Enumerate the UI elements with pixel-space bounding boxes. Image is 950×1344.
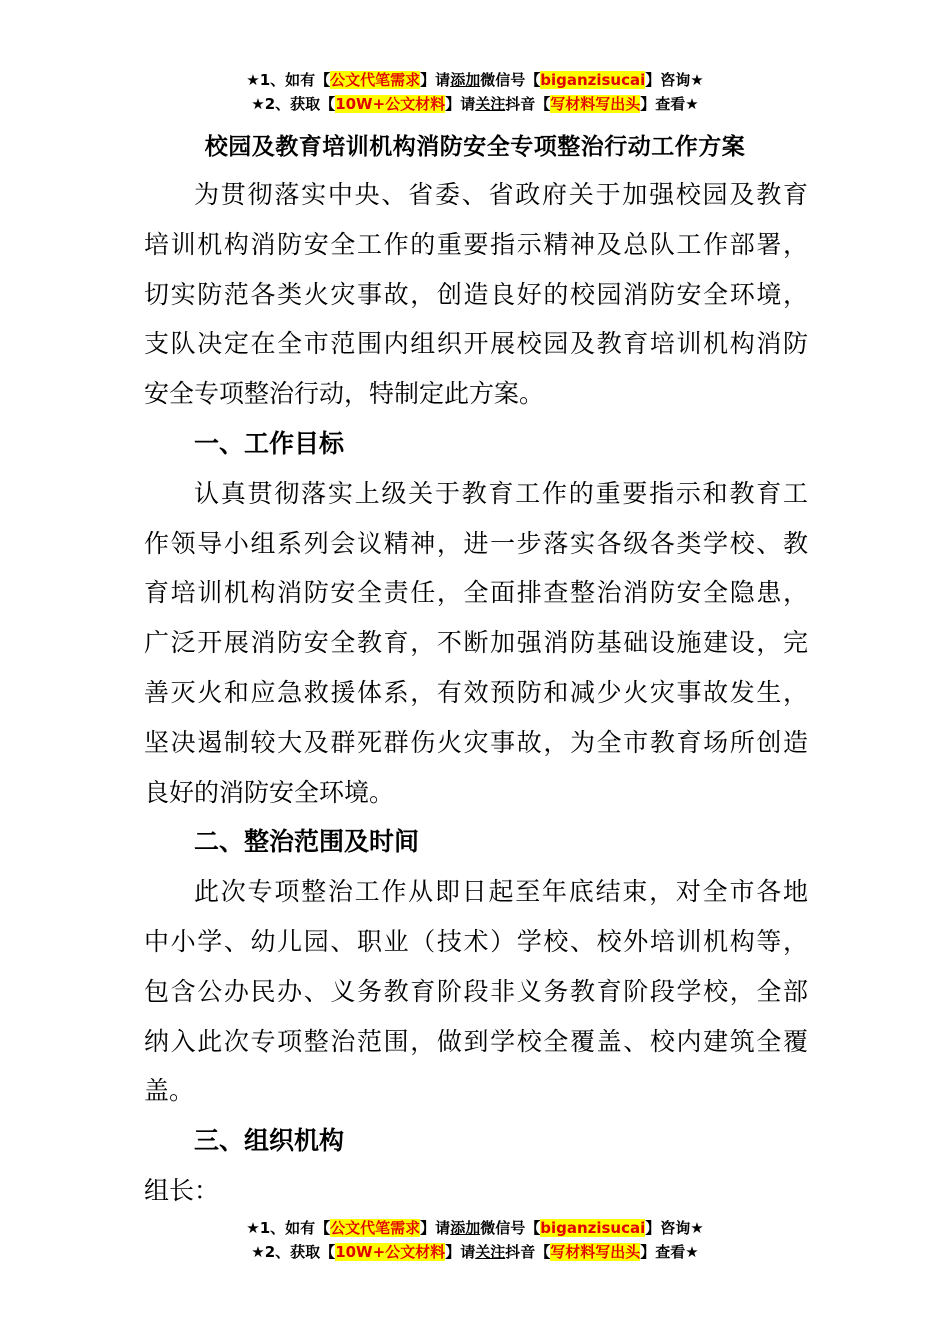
promo-text: 】请: [445, 1243, 476, 1261]
promo-text: ★1、如有【: [246, 71, 331, 89]
promo-text: ★1、如有【: [246, 1219, 331, 1237]
text-line: 良好的消防安全环境。: [144, 777, 395, 807]
text-line: 育培训机构消防安全责任，全面排查整治消防安全隐患，: [144, 578, 808, 608]
section-heading-goals: 一、工作目标: [194, 428, 345, 458]
scope-paragraph-cont: [144, 917, 808, 1116]
promo-text: 微信号【: [480, 71, 541, 89]
intro-paragraph-cont: [144, 220, 808, 419]
promo-highlight: 公文代笔需求: [330, 71, 421, 89]
promo-highlight: biganzisucai: [540, 71, 646, 89]
promo-highlight: 10W+公文材料: [335, 1243, 446, 1261]
promo-text: 抖音【: [505, 95, 551, 113]
promo-text: 】请: [445, 95, 476, 113]
text-line: 切实防范各类火灾事故，创造良好的校园消防安全环境，: [144, 279, 808, 309]
promo-line-1: [0, 68, 950, 92]
promo-text: 】咨询★: [645, 71, 704, 89]
document-title: 校园及教育培训机构消防安全专项整治行动工作方案: [204, 134, 746, 160]
text-line: 坚决遏制较大及群死群伤火灾事故，为全市教育场所创造: [144, 727, 808, 757]
goals-paragraph-cont: [144, 519, 808, 818]
text-line: 为贯彻落实中央、省委、省政府关于加强校园及教育: [194, 180, 808, 209]
org-item-leader: [144, 1166, 808, 1216]
text-line: 中小学、幼儿园、职业（技术）学校、校外培训机构等，: [144, 926, 808, 956]
promo-highlight: 10W+公文材料: [335, 95, 446, 113]
promo-underlined: 添加: [450, 1219, 481, 1237]
text-line: 认真贯彻落实上级关于教育工作的重要指示和教育工: [194, 478, 808, 508]
text-line: 善灭火和应急救援体系，有效预防和减少火灾事故发生，: [144, 677, 808, 707]
promo-line-2: [0, 1240, 950, 1264]
promo-highlight: 公文代笔需求: [330, 1219, 421, 1237]
promo-text: 】查看★: [640, 1243, 699, 1261]
promo-text: 微信号【: [480, 1219, 541, 1237]
promo-underlined: 关注: [475, 95, 506, 113]
text-line: 盖。: [144, 1076, 195, 1106]
promo-highlight: 写材料写出头: [550, 1243, 641, 1261]
promo-line-1: [0, 1216, 950, 1240]
promo-text: 】查看★: [640, 95, 699, 113]
text-line: 纳入此次专项整治范围，做到学校全覆盖、校内建筑全覆: [144, 1026, 808, 1056]
text-line: 广泛开展消防安全教育，不断加强消防基础设施建设，完: [144, 628, 808, 658]
text-line: 此次专项整治工作从即日起至年底结束，对全市各地: [194, 877, 808, 907]
promo-text: 抖音【: [505, 1243, 551, 1261]
promo-underlined: 添加: [450, 71, 481, 89]
promo-text: 】请: [420, 1219, 451, 1237]
header-promo-banner: [0, 68, 950, 116]
text-line: 支队决定在全市范围内组织开展校园及教育培训机构消防: [144, 329, 808, 359]
promo-text: 】咨询★: [645, 1219, 704, 1237]
intro-paragraph: [144, 170, 808, 220]
promo-underlined: 关注: [475, 1243, 506, 1261]
promo-text: ★2、获取【: [251, 1243, 336, 1261]
text-line: 包含公办民办、义务教育阶段非义务教育阶段学校，全部: [144, 976, 808, 1006]
promo-line-2: [0, 92, 950, 116]
section-heading-organization: 三、组织机构: [194, 1126, 345, 1156]
text-line: 作领导小组系列会议精神，进一步落实各级各类学校、教: [144, 528, 808, 558]
text-line: 组长：: [144, 1175, 220, 1205]
promo-highlight: biganzisucai: [540, 1219, 646, 1237]
promo-highlight: 写材料写出头: [550, 95, 641, 113]
text-line: 培训机构消防安全工作的重要指示精神及总队工作部署，: [144, 229, 808, 259]
section-heading-scope: 二、整治范围及时间: [194, 827, 420, 857]
goals-paragraph: [144, 469, 808, 519]
footer-promo-banner: [0, 1216, 950, 1264]
scope-paragraph: [144, 867, 808, 917]
promo-text: ★2、获取【: [251, 95, 336, 113]
document-body: [144, 170, 808, 1216]
promo-text: 】请: [420, 71, 451, 89]
text-line: 安全专项整治行动，特制定此方案。: [144, 379, 545, 409]
